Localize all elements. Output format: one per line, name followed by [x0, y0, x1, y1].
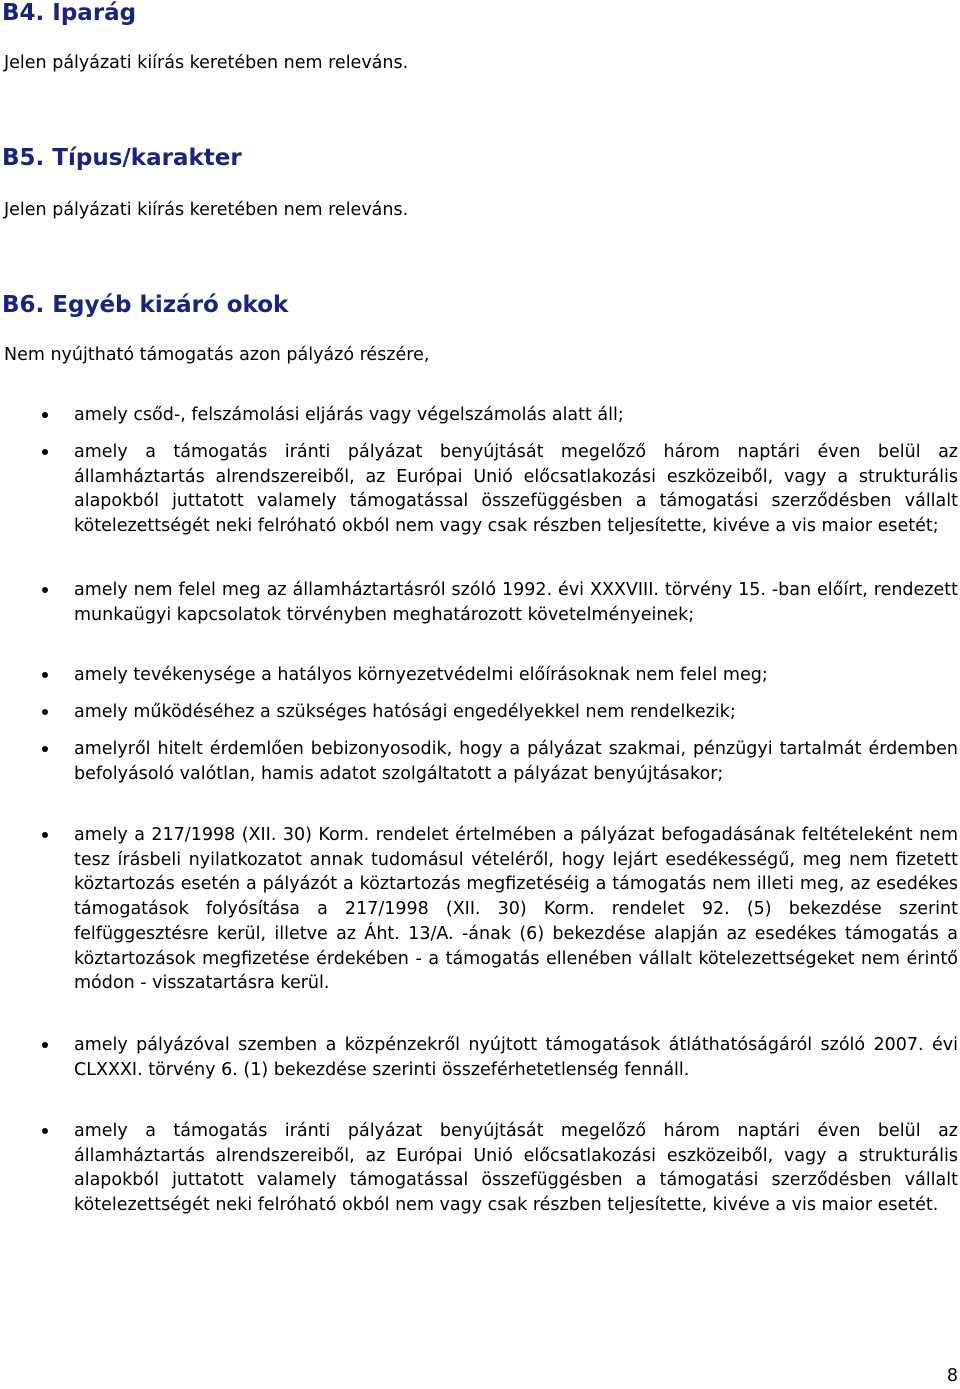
list-item-text: amely nem felel meg az államháztartásról szóló 1992. évi XXXVIII. törvény 15. -ban előírt, rendezett munkaügyi kapcsolatok törvényben meghatározott követelményeinek; [74, 580, 958, 625]
section-b5-heading: B5. Típus/karakter [2, 145, 242, 171]
list-item-text: amely a támogatás iránti pályázat benyújtását megelőző három naptári éven belül az államháztartás alrendszereiből, az Európai Unió előcsatlakozási eszközeiből, vagy a strukturális alapokból juttatott valamely támogatással összefüggésben a támogatási szerződésben vállalt kötelezettségét neki felróható okból nem vagy csak részben teljesítette, kivéve a vis maior esetét. [74, 1121, 958, 1216]
bullet-icon [42, 709, 48, 715]
bullet-icon [42, 412, 48, 418]
list-item-text: amely csőd-, felszámolási eljárás vagy végelszámolás alatt áll; [74, 405, 624, 425]
list-item-text: amely pályázóval szemben a közpénzekről nyújtott támogatások átláthatóságáról szóló 2007. évi CLXXXI. törvény 6. (1) bekezdése szerinti összeférhetetlenség fennáll. [74, 1035, 958, 1080]
bullet-icon [42, 449, 48, 455]
section-b6-intro: Nem nyújtható támogatás azon pályázó részére, [4, 345, 430, 365]
list-item-text: amely tevékenysége a hatályos környezetvédelmi előírásoknak nem felel meg; [74, 665, 768, 685]
page-number: 8 [946, 1366, 958, 1386]
list-item-text: amely a támogatás iránti pályázat benyújtását megelőző három naptári éven belül az államháztartás alrendszereiből, az Európai Unió előcsatlakozási eszközeiből, vagy a strukturális alapokból juttatott valamely támogatással összefüggésben a támogatási szerződésben vállalt kötelezettségét neki felróható okból nem vagy csak részben teljesítette, kivéve a vis maior esetét; [74, 442, 958, 537]
section-b6-heading: B6. Egyéb kizáró okok [2, 292, 289, 318]
section-b4-text: Jelen pályázati kiírás keretében nem releváns. [4, 53, 409, 73]
list-item-text: amelyről hitelt érdemlően bebizonyosodik, hogy a pályázat szakmai, pénzügyi tartalmát érdemben befolyásoló valótlan, hamis adatot szolgáltatott a pályázat benyújtásakor; [74, 739, 958, 784]
section-b4-heading: B4. Iparág [2, 0, 137, 26]
bullet-icon [42, 1042, 48, 1048]
list-item-text: amely működéséhez a szükséges hatósági engedélyekkel nem rendelkezik; [74, 702, 736, 722]
list-item-text: amely a 217/1998 (XII. 30) Korm. rendelet értelmében a pályázat befogadásának feltételeként nem tesz írásbeli nyilatkozatot annak tudomásul vételéről, hogy lejárt esedékességű, meg nem fizetett köztartozás esetén a pályázót a köztartozás megfizetéséig a támogatás nem illeti meg, az esedékes támogatások folyósítása a 217/1998 (XII. 30) Korm. rendelet 92. (5) bekezdése szerint felfüggesztésre kerül, illetve az Áht. 13/A. -ának (6) bekezdése alapján az esedékes támogatás a köztartozások megfizetése érdekében - a támogatás ellenében vállalt kötelezettségeket nem érintő módon - visszatartásra kerül. [74, 825, 958, 994]
section-b5-text: Jelen pályázati kiírás keretében nem releváns. [4, 200, 409, 220]
bullet-icon [42, 672, 48, 678]
bullet-icon [42, 1128, 48, 1134]
bullet-icon [42, 832, 48, 838]
bullet-icon [42, 587, 48, 593]
bullet-icon [42, 746, 48, 752]
